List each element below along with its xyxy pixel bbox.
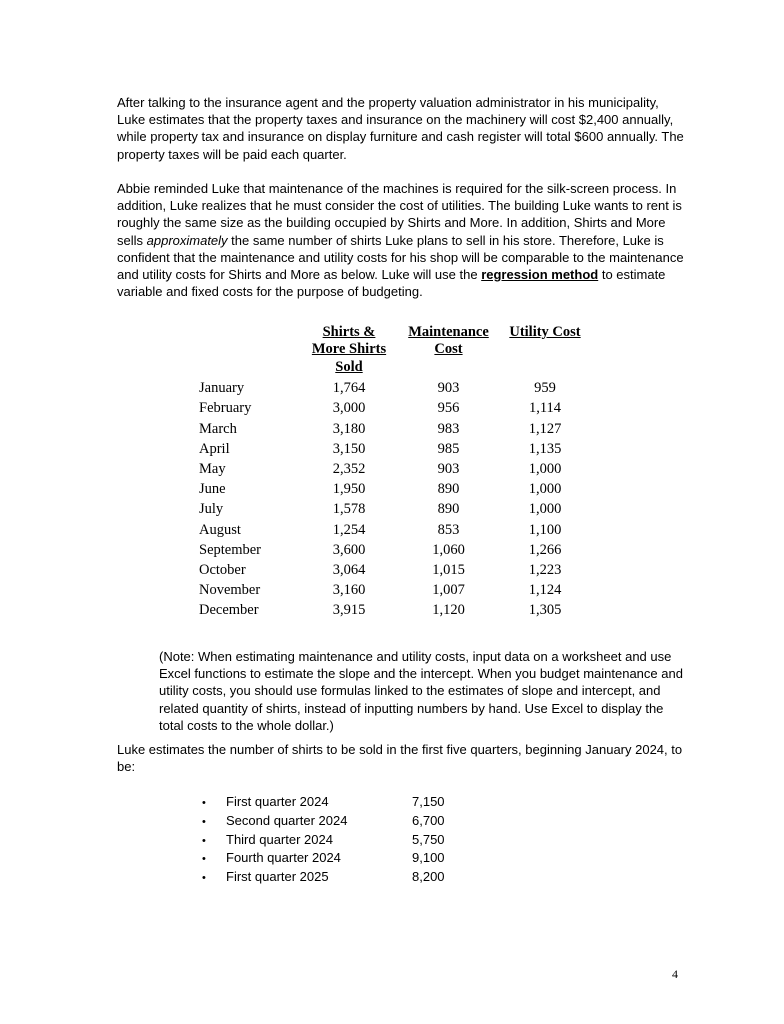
cell-shirts-sold: 3,915 — [332, 602, 366, 619]
intro-paragraph: After talking to the insurance agent and the property valuation administrator in his municipality, Luke estimates that the property taxes and insurance on the machinery will cost $2,400 annually, while property tax and insurance on display furniture and cash register will total $600 annually. The property taxes will be paid each quarter. — [117, 95, 684, 162]
header-shirts-line-3: Sold — [335, 358, 363, 375]
cell-month: November — [199, 582, 261, 599]
maintenance-text-3: to estimate variable and fixed costs for the purpose of budgeting. — [117, 267, 666, 300]
table-row — [199, 419, 585, 439]
cell-utility-cost: 1,135 — [528, 440, 562, 457]
cell-utility-cost: 1,000 — [528, 501, 562, 518]
cell-month: October — [199, 562, 246, 579]
cell-shirts-sold: 1,254 — [332, 521, 366, 538]
cell-month: January — [199, 380, 245, 397]
table-row — [199, 459, 585, 479]
cell-utility-cost: 1,124 — [528, 582, 562, 599]
header-maint-line-2: Cost — [434, 341, 463, 358]
cell-month: June — [199, 481, 226, 498]
cell-utility-cost: 1,000 — [528, 461, 562, 478]
table-row — [199, 560, 585, 580]
quarter-label: Second quarter 2024 — [226, 812, 348, 828]
header-maintenance-cost — [392, 324, 505, 378]
cell-maintenance-cost: 903 — [437, 461, 460, 478]
table-row — [199, 398, 585, 418]
maintenance-text-2: the same number of shirts Luke plans to sell in his store. Therefore, Luke is confident that the maintenance and utility costs for his shop will be comparable to the maintenance and utility costs for Shirts and More as below. Luke will use the — [117, 232, 684, 283]
cell-utility-cost: 1,266 — [528, 541, 562, 558]
header-shirts-sold — [306, 324, 392, 378]
maintenance-paragraph — [117, 180, 687, 300]
cell-shirts-sold: 1,950 — [332, 481, 366, 498]
cell-shirts-sold: 3,000 — [332, 400, 366, 417]
bullet-icon: • — [202, 797, 206, 809]
cell-shirts-sold: 1,764 — [332, 380, 366, 397]
cell-month: December — [199, 602, 259, 619]
cell-utility-cost: 1,100 — [528, 521, 562, 538]
cell-shirts-sold: 3,150 — [332, 440, 366, 457]
table-row — [199, 540, 585, 560]
quarter-forecast-list — [202, 793, 445, 887]
cell-maintenance-cost: 853 — [437, 521, 460, 538]
cell-utility-cost: 1,127 — [528, 420, 562, 437]
cost-data-table — [199, 324, 585, 621]
cell-maintenance-cost: 903 — [437, 380, 460, 397]
forecast-paragraph: Luke estimates the number of shirts to be sold in the first five quarters, beginning January 2024, to be: — [117, 742, 683, 775]
bullet-icon: • — [202, 815, 206, 828]
cell-maintenance-cost: 890 — [437, 501, 460, 518]
table-row — [199, 479, 585, 499]
header-utility-cost — [505, 324, 585, 378]
table-row — [199, 580, 585, 600]
cell-month: April — [199, 440, 230, 457]
cell-maintenance-cost: 1,120 — [432, 602, 465, 619]
quarter-label: Third quarter 2024 — [226, 831, 333, 847]
header-shirts-line-2: More Shirts — [311, 341, 387, 358]
approximately-emphasis: approximately — [146, 232, 228, 248]
header-maint-line-1: Maintenance — [408, 324, 489, 340]
header-util-line-1: Utility Cost — [509, 324, 581, 340]
list-item — [202, 812, 445, 831]
table-row — [199, 520, 585, 540]
cell-maintenance-cost: 1,060 — [432, 541, 465, 558]
cell-maintenance-cost: 985 — [437, 440, 460, 457]
cell-maintenance-cost: 890 — [437, 481, 460, 498]
table-row — [199, 439, 585, 459]
cell-utility-cost: 1,000 — [528, 481, 562, 498]
cell-maintenance-cost: 1,015 — [432, 562, 465, 579]
cell-shirts-sold: 3,064 — [332, 562, 366, 579]
quarter-label: First quarter 2024 — [226, 794, 329, 809]
cell-shirts-sold: 2,352 — [332, 461, 366, 478]
cell-utility-cost: 1,305 — [528, 602, 562, 619]
cell-maintenance-cost: 956 — [437, 400, 460, 417]
cell-utility-cost: 1,114 — [528, 400, 562, 417]
cell-maintenance-cost: 1,007 — [432, 582, 465, 599]
cell-utility-cost: 959 — [534, 380, 556, 397]
quarter-label: First quarter 2025 — [226, 869, 329, 885]
cell-month: July — [199, 501, 224, 518]
list-item — [202, 868, 445, 887]
cell-utility-cost: 1,223 — [528, 562, 562, 579]
page-number: 4 — [672, 967, 678, 981]
table-row — [199, 600, 585, 620]
excel-note: (Note: When estimating maintenance and utility costs, input data on a worksheet and use Excel functions to estimate the slope and the intercept. When you budget maintenance and utility costs, you should use formulas linked to the estimates of slope and intercept, and related quantity of shirts, instead of inputting numbers by hand. Use Excel to display the total costs to the whole dollar.) — [159, 649, 683, 733]
cell-maintenance-cost: 983 — [437, 420, 460, 437]
table-header-row — [199, 324, 585, 378]
quarter-value: 7,150 — [412, 794, 445, 809]
cell-shirts-sold: 3,160 — [332, 582, 366, 599]
quarter-label: Fourth quarter 2024 — [226, 850, 341, 866]
cell-month: August — [199, 521, 241, 538]
bullet-icon: • — [202, 834, 206, 847]
bullet-icon: • — [202, 872, 206, 885]
cell-shirts-sold: 1,578 — [332, 501, 366, 518]
quarter-value: 9,100 — [412, 850, 445, 866]
quarter-value: 6,700 — [412, 812, 445, 828]
quarter-value: 8,200 — [412, 869, 445, 885]
regression-method-link[interactable]: regression method — [481, 267, 599, 283]
bullet-icon: • — [202, 853, 206, 866]
header-shirts-line-1: Shirts & — [322, 324, 376, 340]
cell-shirts-sold: 3,600 — [332, 541, 366, 558]
list-item — [202, 831, 445, 850]
cell-month: February — [199, 400, 252, 417]
cell-shirts-sold: 3,180 — [332, 420, 366, 437]
quarter-value: 5,750 — [412, 831, 445, 847]
cell-month: September — [199, 541, 262, 558]
list-item — [202, 793, 445, 812]
header-month — [199, 324, 306, 378]
cell-month: May — [199, 461, 226, 478]
list-item — [202, 849, 445, 868]
table-row — [199, 378, 585, 398]
cell-month: March — [199, 420, 237, 437]
table-row — [199, 499, 585, 519]
maintenance-text-1: Abbie reminded Luke that maintenance of the machines is required for the silk-screen process. In addition, Luke realizes that he must consider the cost of utilities. The building Luke wants to rent is roughly the same size as the building occupied by Shirts and More. In addition, Shirts and More sells — [117, 181, 682, 248]
